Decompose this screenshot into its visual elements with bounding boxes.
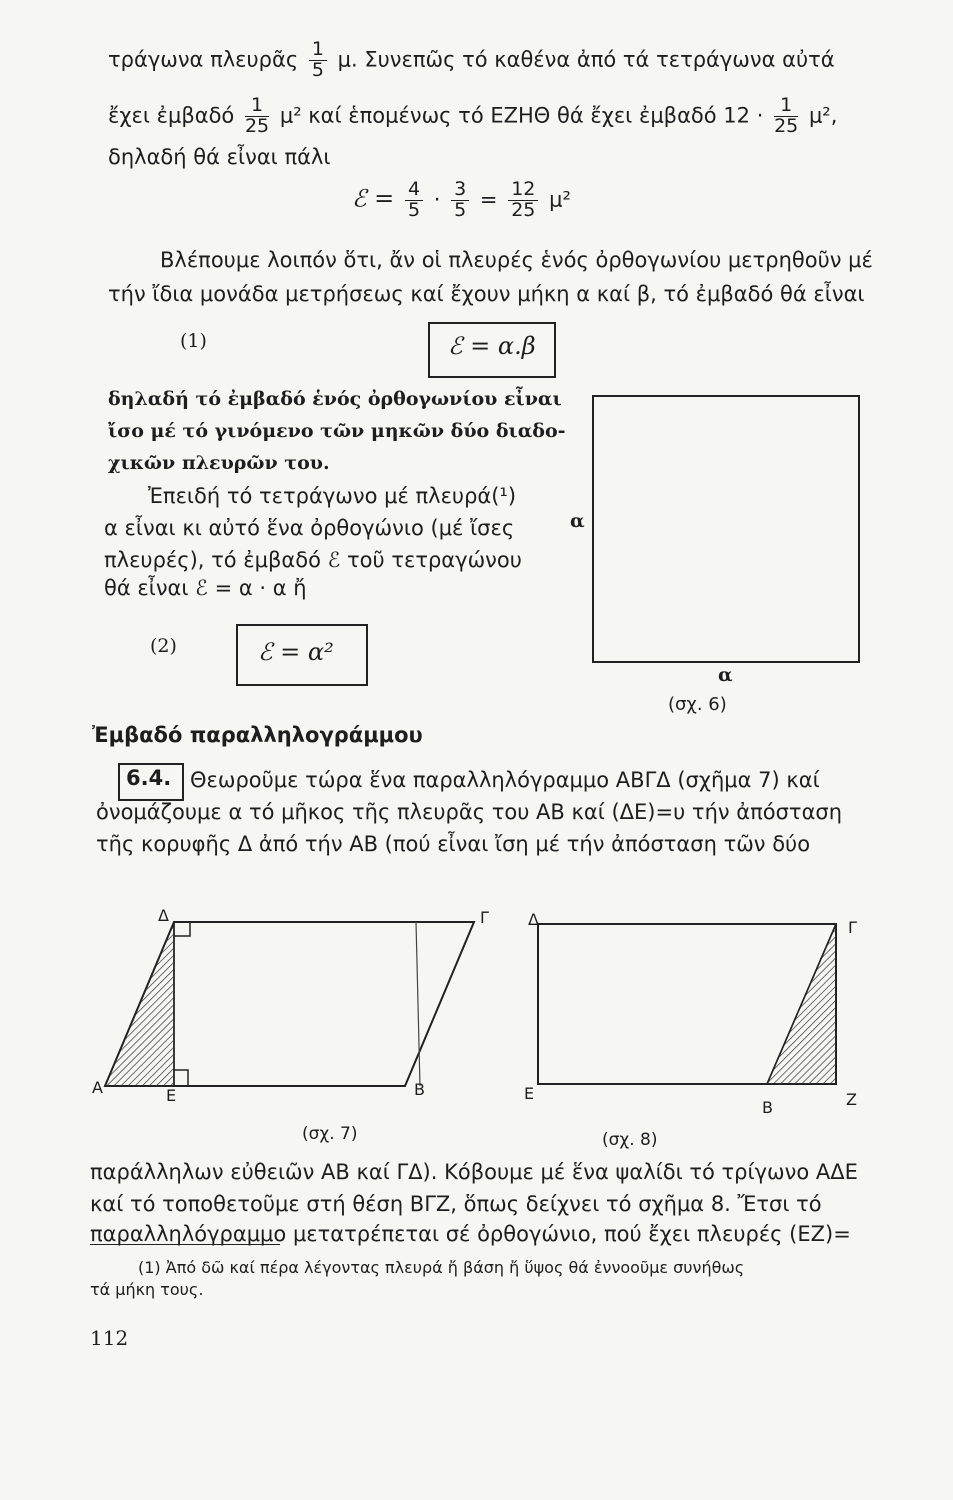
sec64-line-2: ὀνομάζουμε α τό μῆκος τῆς πλευρᾶς του ΑΒ καί (ΔΕ)=υ τήν ἀπόσταση bbox=[96, 800, 843, 824]
frac-num: 3 bbox=[451, 180, 469, 201]
para4-line-3: παραλληλόγραμμο μετατρέπεται σέ ὀρθογώνιο, πού ἔχει πλευρές (ΕΖ)= bbox=[90, 1222, 851, 1246]
section-title: Ἐμβαδό παραλληλογράμμου bbox=[92, 723, 423, 747]
frac-num: 1 bbox=[245, 96, 269, 117]
fraction bbox=[245, 96, 269, 137]
fig8-label-G: Γ bbox=[848, 918, 857, 937]
formula-unit: μ² bbox=[549, 187, 571, 212]
frac-den: 25 bbox=[774, 114, 799, 137]
formula-area bbox=[352, 180, 571, 221]
figure-6 bbox=[560, 390, 870, 725]
right-angle-mark bbox=[174, 1070, 188, 1086]
right-angle-mark bbox=[174, 922, 190, 936]
para3-line-4: θά εἶναι ℰ = α · α ἤ bbox=[104, 576, 307, 600]
footnote-line-1: (1) Ἀπό δῶ καί πέρα λέγοντας πλευρά ἤ βάση ἤ ὕψος θά ἐννοοῦμε συνήθως bbox=[138, 1258, 745, 1277]
sec64-number: 6.4. bbox=[126, 766, 172, 790]
eq2-label: (2) bbox=[150, 635, 177, 657]
frac-den: 5 bbox=[407, 198, 421, 221]
page-number: 112 bbox=[90, 1326, 129, 1350]
fig7-label-B: Β bbox=[414, 1080, 425, 1099]
line2-c: μ², bbox=[808, 103, 838, 128]
text-line-2 bbox=[108, 96, 837, 137]
fig8-label-Z: Ζ bbox=[846, 1090, 857, 1109]
frac-den: 25 bbox=[511, 198, 536, 221]
frac-den: 25 bbox=[244, 114, 270, 137]
text-line-1 bbox=[108, 40, 835, 81]
footnote-rule bbox=[90, 1244, 280, 1245]
fraction bbox=[451, 180, 469, 221]
para4-line-1: παράλληλων εὐθειῶν ΑΒ καί ΓΔ). Κόβουμε μέ ἕνα ψαλίδι τό τρίγωνο ΑΔΕ bbox=[90, 1160, 858, 1184]
line1-tail: μ. Συνεπῶς τό καθένα ἀπό τά τετράγωνα αὐτά bbox=[337, 47, 835, 72]
fraction bbox=[774, 96, 798, 137]
fig7-label-E: Ε bbox=[166, 1086, 177, 1105]
frac-num: 12 bbox=[508, 180, 538, 201]
frac-den: 5 bbox=[311, 58, 324, 81]
sec64-line-1: Θεωροῦμε τώρα ἕνα παραλληλόγραμμο ΑΒΓΔ (σχῆμα 7) καί bbox=[190, 768, 820, 792]
fig6-caption: (σχ. 6) bbox=[668, 694, 727, 715]
eq1-label: (1) bbox=[180, 330, 207, 352]
fig7-label-G: Γ bbox=[480, 908, 489, 927]
fig8-label-E: Ε bbox=[524, 1084, 535, 1103]
square-shape bbox=[593, 396, 859, 662]
fig7-label-D: Δ bbox=[158, 906, 169, 925]
bold-line-1: δηλαδή τό ἐμβαδό ἑνός ὀρθογωνίου εἶναι bbox=[108, 388, 562, 410]
fraction bbox=[508, 180, 538, 221]
footnote-line-2: τά μήκη τους. bbox=[90, 1280, 204, 1299]
figures-7-8 bbox=[80, 900, 880, 1120]
sec64-line-3: τῆς κορυφῆς Δ ἀπό τήν ΑΒ (πού εἶναι ἴση μέ τήν ἀπόσταση τῶν δύο bbox=[96, 832, 811, 856]
eq2-formula: ℰ = α² bbox=[258, 638, 334, 666]
para2-line-1: Βλέπουμε λοιπόν ὅτι, ἄν οἱ πλευρές ἑνός ὀρθογωνίου μετρηθοῦν μέ bbox=[160, 248, 873, 272]
fig6-side-label: α bbox=[570, 510, 585, 532]
para3-line-3: πλευρές), τό ἐμβαδό ℰ τοῦ τετραγώνου bbox=[104, 548, 522, 572]
para3-line-1: Ἐπειδή τό τετράγωνο μέ πλευρά(¹) bbox=[148, 484, 517, 508]
fraction bbox=[309, 40, 327, 81]
cut-triangle bbox=[105, 922, 174, 1086]
fig8-label-D: Δ bbox=[528, 910, 539, 929]
fig8-caption: (σχ. 8) bbox=[602, 1130, 658, 1150]
formula-lhs: ℰ = bbox=[352, 184, 395, 213]
text-line-3: δηλαδή θά εἶναι πάλι bbox=[108, 145, 331, 169]
fraction bbox=[405, 180, 423, 221]
formula-dot: · bbox=[433, 187, 441, 212]
frac-num: 1 bbox=[774, 96, 798, 117]
para3-line-2: α εἶναι κι αὐτό ἕνα ὀρθογώνιο (μέ ἴσες bbox=[104, 516, 515, 540]
bold-line-3: χικῶν πλευρῶν του. bbox=[108, 452, 330, 474]
para4-line-2: καί τό τοποθετοῦμε στή θέση ΒΓΖ, ὅπως δείχνει τό σχῆμα 8. Ἔτσι τό bbox=[90, 1192, 822, 1216]
formula-eq: = bbox=[479, 187, 498, 212]
frac-num: 4 bbox=[405, 180, 423, 201]
para2-line-2: τήν ἴδια μονάδα μετρήσεως καί ἔχουν μήκη α καί β, τό ἐμβαδό θά εἶναι bbox=[108, 282, 865, 306]
frac-den: 5 bbox=[454, 198, 467, 221]
eq1-formula: ℰ = α.β bbox=[448, 332, 536, 360]
bold-line-2: ἴσο μέ τό γινόμενο τῶν μηκῶν δύο διαδο- bbox=[108, 420, 566, 442]
fig7-caption: (σχ. 7) bbox=[302, 1124, 358, 1144]
pencil-line bbox=[416, 922, 420, 1086]
frac-num: 1 bbox=[309, 40, 327, 61]
fig6-bottom-label: α bbox=[718, 664, 733, 686]
fig8-label-B: Β bbox=[762, 1098, 773, 1117]
line1-text: τράγωνα πλευρᾶς bbox=[108, 47, 299, 72]
line2-b: μ² καί ἑπομένως τό ΕΖΗΘ θά ἔχει ἐμβαδό 12 · bbox=[279, 103, 764, 128]
line2-a: ἔχει ἐμβαδό bbox=[108, 103, 235, 128]
fig7-label-A: Α bbox=[92, 1078, 103, 1097]
